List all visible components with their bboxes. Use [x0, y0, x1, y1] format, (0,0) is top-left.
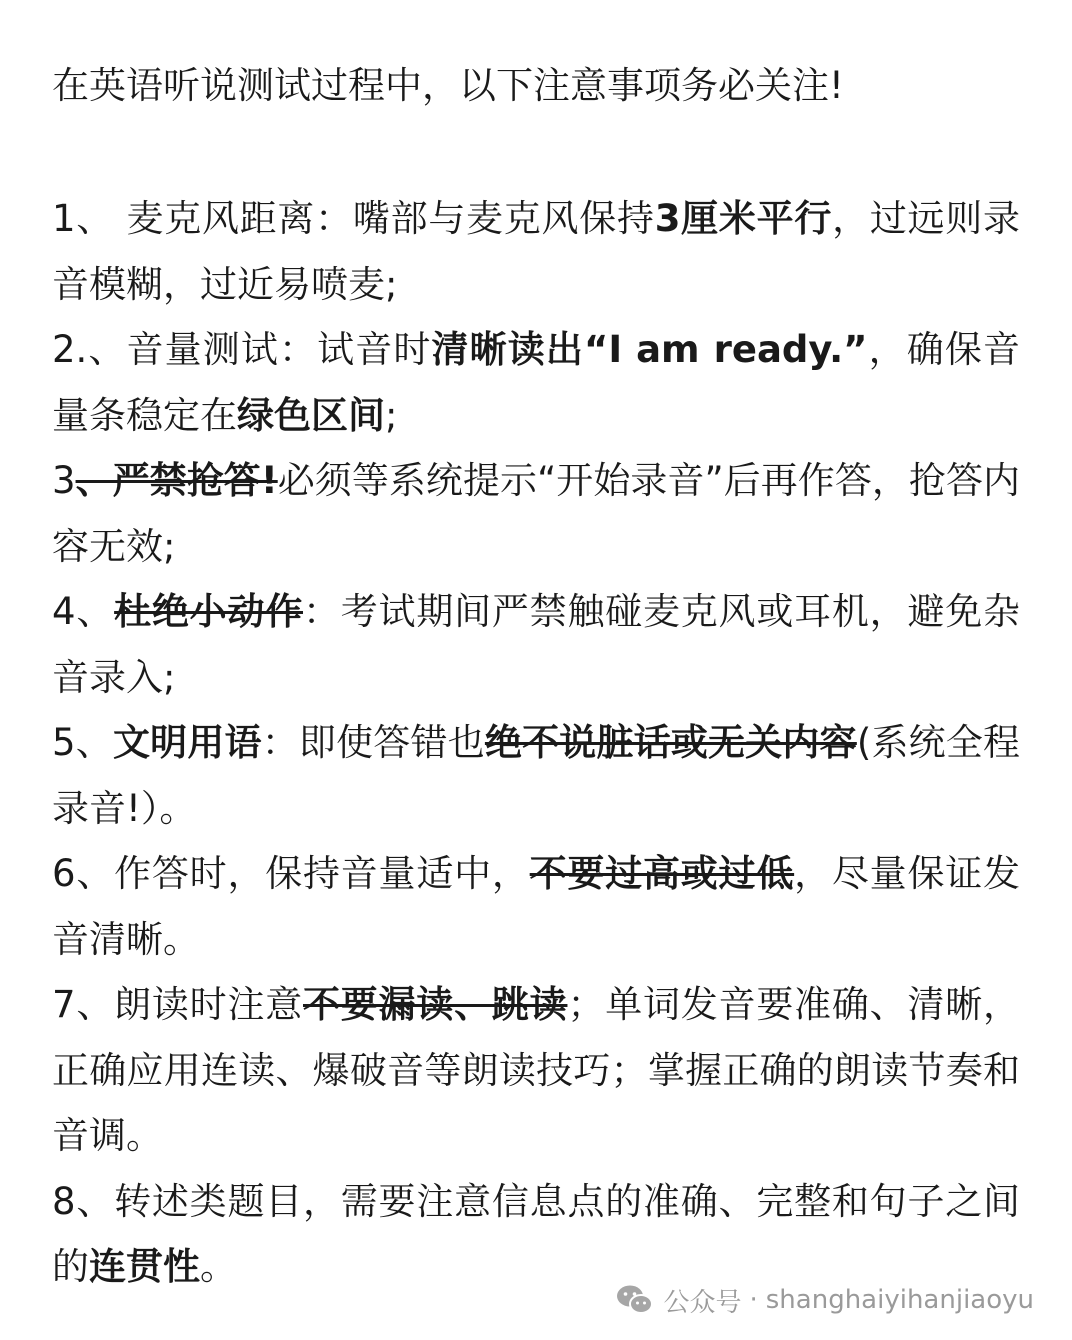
list-item-1 — [52, 186, 1020, 317]
item-text: 麦克风距离：嘴部与麦克风保持 — [126, 197, 655, 240]
item-emphasis: 3厘米平行 — [654, 197, 833, 240]
item-number: 6、 — [52, 852, 115, 895]
item-emphasis: 连贯性 — [89, 1245, 200, 1288]
item-strikethrough: 、严禁抢答! — [75, 459, 278, 502]
item-strikethrough: 杜绝小动作 — [114, 590, 303, 633]
item-text: ，确保音量条稳定在 — [52, 328, 1020, 437]
watermark-separator: · — [749, 1285, 758, 1315]
item-number: 5、 — [52, 721, 113, 764]
watermark — [615, 1280, 1034, 1320]
item-number: 7、 — [52, 983, 115, 1026]
item-text: 作答时，保持音量适中， — [114, 852, 530, 895]
list-item-3 — [52, 448, 1020, 579]
item-emphasis: 清晰读出“I am ready.” — [431, 328, 868, 371]
item-text: ; — [385, 393, 398, 437]
item-number: 4、 — [52, 590, 115, 633]
item-number: 8、 — [52, 1179, 115, 1223]
item-number: 2.、 — [52, 328, 127, 371]
item-emphasis: 绿色区间 — [237, 393, 385, 437]
item-text: 朗读时注意 — [114, 983, 303, 1026]
item-strikethrough: 绝不说脏话或无关内容 — [484, 721, 857, 764]
list-item-4 — [52, 579, 1020, 710]
item-number: 1、 — [52, 197, 127, 240]
item-text: 必须等系统提示“开始录音”后再作答，抢答内容无效; — [52, 459, 1020, 568]
item-text: ，尽量保证发音清晰。 — [52, 852, 1021, 961]
wechat-icon — [615, 1283, 655, 1317]
item-number: 3 — [52, 459, 76, 502]
item-text: ，过远则录音模糊，过近易喷麦; — [52, 197, 1021, 306]
list-item-7 — [52, 972, 1020, 1169]
list-item-6 — [52, 841, 1020, 972]
list-item-5 — [52, 710, 1020, 841]
item-text: 转述类题目，需要注意信息点的准确、完整和句子之间的 — [52, 1179, 1021, 1288]
item-text: ：考试期间严禁触碰麦克风或耳机，避免杂音录入; — [52, 590, 1021, 699]
item-emphasis: 文明用语 — [112, 721, 262, 764]
item-text: 。 — [200, 1245, 237, 1288]
item-text: ；单词发音要准确、清晰，正确应用连读、爆破音等朗读技巧；掌握正确的朗读节奏和音调。 — [52, 983, 1021, 1157]
item-text: (系统全程录音!）。 — [52, 721, 1021, 830]
list-item-2 — [52, 317, 1020, 448]
item-text: 音量测试：试音时 — [126, 328, 432, 371]
item-text: ：即使答错也 — [261, 721, 485, 764]
watermark-source: 公众号 — [663, 1287, 742, 1318]
intro-heading: 在英语听说测试过程中，以下注意事项务必关注! — [52, 64, 844, 107]
notice-list — [52, 186, 1020, 1300]
item-strikethrough: 不要过高或过低 — [529, 852, 795, 895]
watermark-account: shanghaiyihanjiaoyu — [765, 1285, 1034, 1315]
item-strikethrough: 不要漏读、跳读 — [303, 983, 568, 1026]
